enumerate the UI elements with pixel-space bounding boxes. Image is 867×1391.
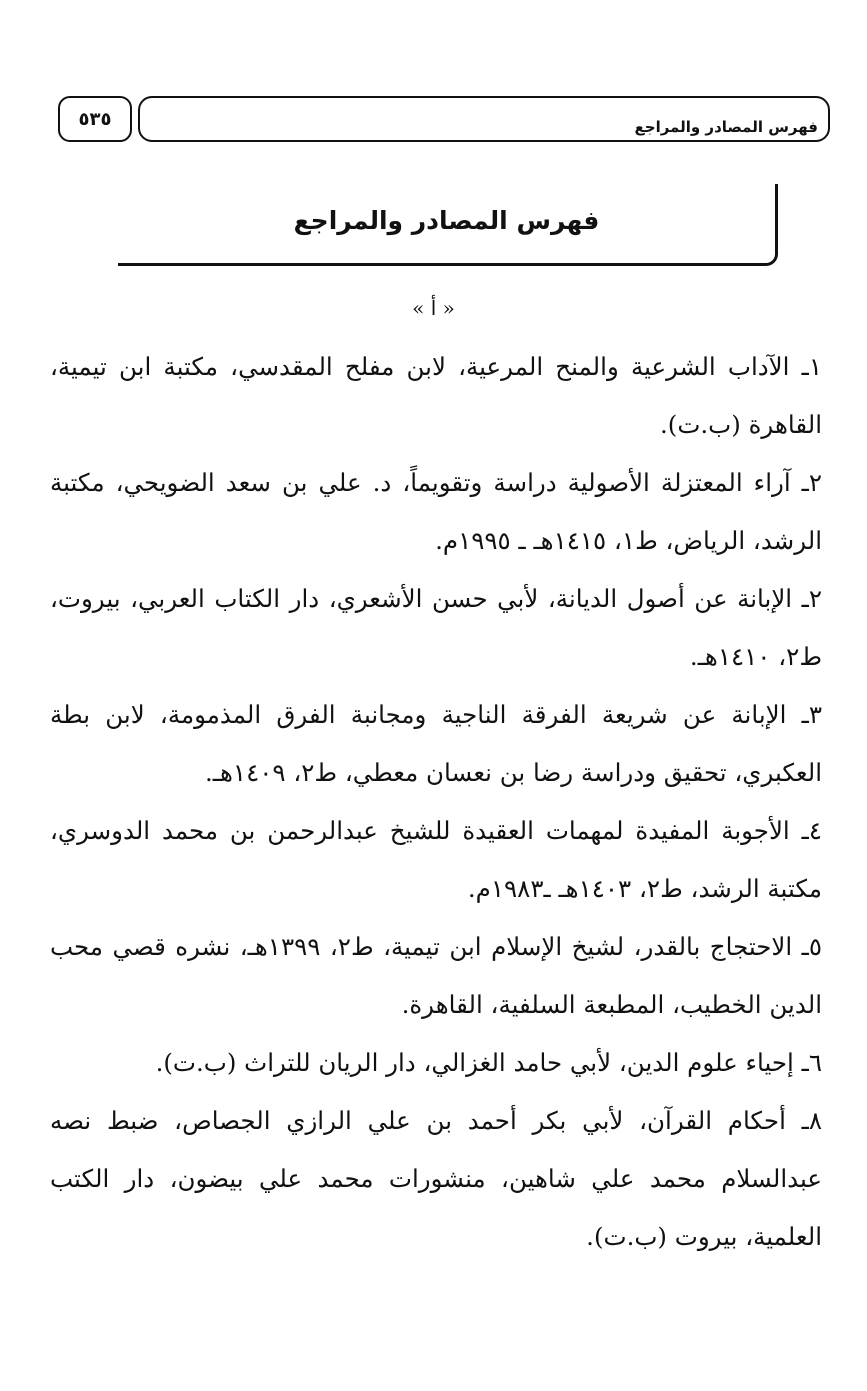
- running-title: فهرس المصادر والمراجع: [138, 96, 830, 142]
- bibliography-list: [50, 338, 822, 1266]
- bibliography-entry: ٥ـ الاحتجاج بالقدر، لشيخ الإسلام ابن تيمية، ط٢، ١٣٩٩هـ، نشره قصي محب الدين الخطيب، المطبعة السلفية، القاهرة.: [50, 932, 823, 1019]
- running-header: [58, 96, 830, 144]
- bibliography-entry: ٢ـ آراء المعتزلة الأصولية دراسة وتقويماً، د. علي بن سعد الضويحي، مكتبة الرشد، الرياض، ط١، ١٤١٥هـ ـ ١٩٩٥م.: [50, 468, 822, 555]
- page-number: ٥٣٥: [58, 96, 132, 142]
- bibliography-entry: ٨ـ أحكام القرآن، لأبي بكر أحمد بن علي الرازي الجصاص، ضبط نصه عبدالسلام محمد علي شاهين، منشورات محمد علي بيضون، دار الكتب العلمية، بيروت (ب.ت).: [50, 1106, 822, 1251]
- chapter-title: فهرس المصادر والمراجع: [293, 206, 600, 235]
- bibliography-entry: ٦ـ إحياء علوم الدين، لأبي حامد الغزالي، دار الريان للتراث (ب.ت).: [155, 1048, 822, 1077]
- section-letter: « أ »: [412, 296, 455, 320]
- bibliography-entry: ٤ـ الأجوبة المفيدة لمهمات العقيدة للشيخ عبدالرحمن بن محمد الدوسري، مكتبة الرشد، ط٢، ١٤٠٣هـ ـ١٩٨٣م.: [50, 816, 822, 903]
- chapter-title-frame: [118, 184, 778, 266]
- bibliography-entry: ١ـ الآداب الشرعية والمنح المرعية، لابن مفلح المقدسي، مكتبة ابن تيمية، القاهرة (ب.ت).: [50, 352, 822, 439]
- bibliography-entry: ٣ـ الإبانة عن شريعة الفرقة الناجية ومجانبة الفرق المذمومة، لابن بطة العكبري، تحقيق ودراسة رضا بن نعسان معطي، ط٢، ١٤٠٩هـ.: [50, 700, 822, 787]
- bibliography-entry: ٢ـ الإبانة عن أصول الديانة، لأبي حسن الأشعري، دار الكتاب العربي، بيروت، ط٢، ١٤١٠هـ.: [50, 584, 822, 671]
